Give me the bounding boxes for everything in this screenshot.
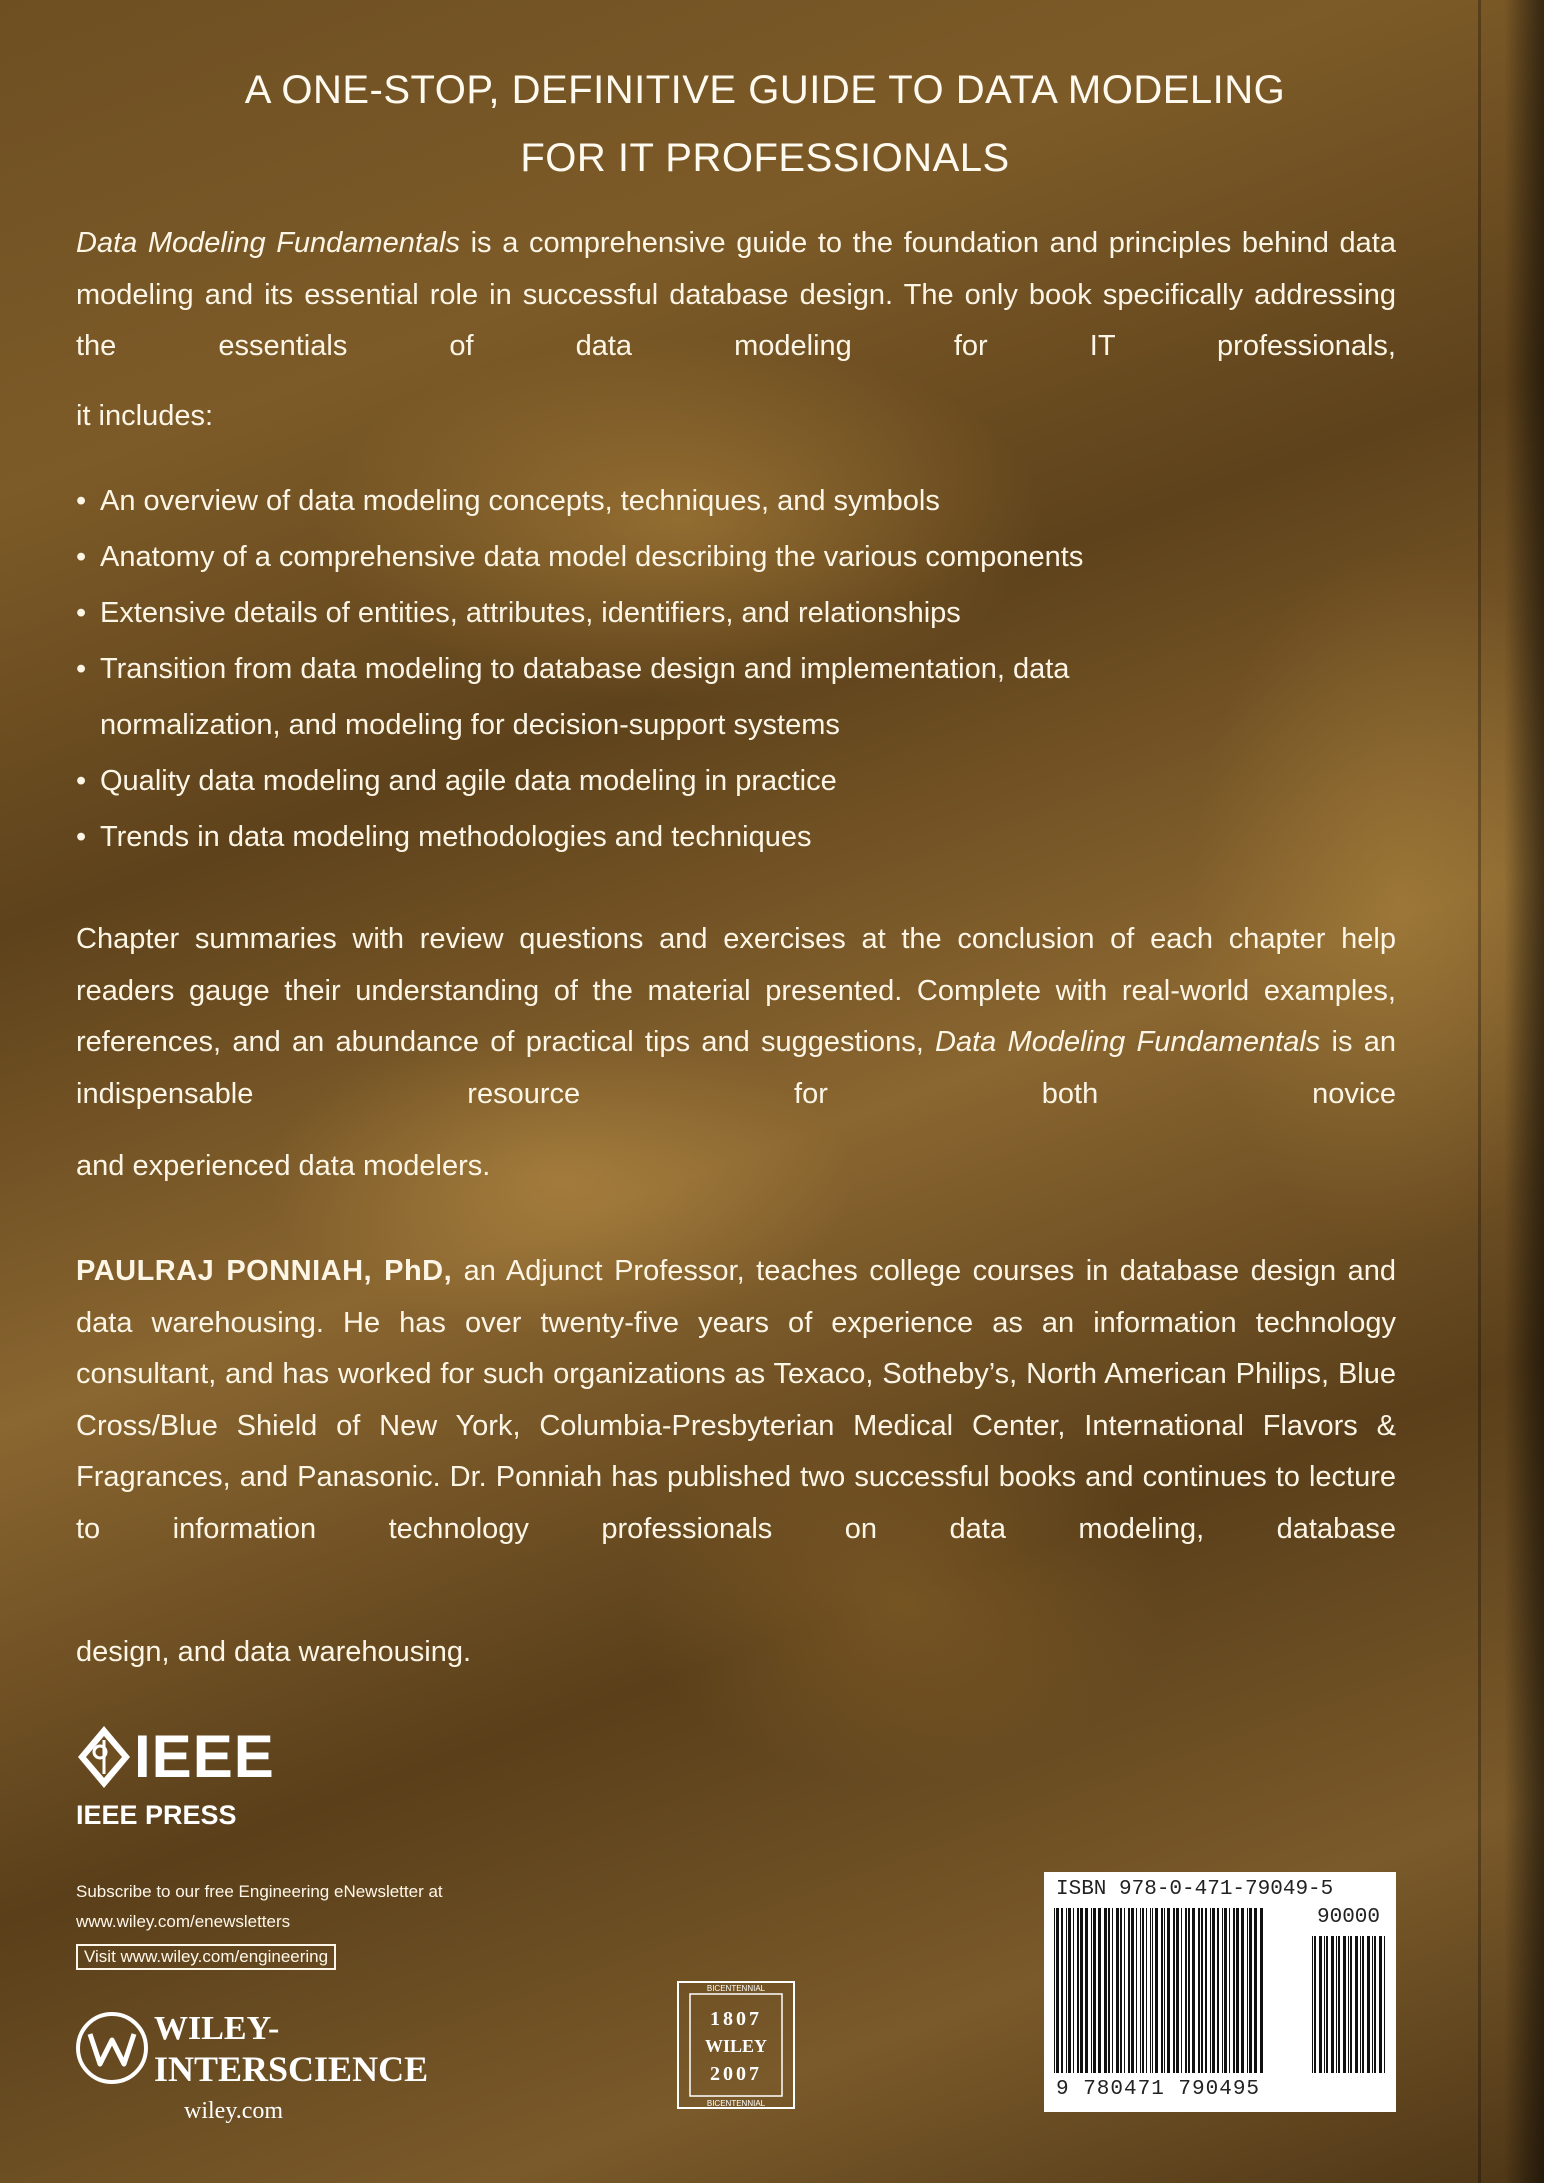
barcode-addon-bar	[1355, 1936, 1358, 2073]
bicentennial-brand: WILEY	[704, 2036, 768, 2056]
list-item: • Extensive details of entities, attributes, identifiers, and relationships	[76, 585, 1083, 641]
barcode-bar	[1085, 1908, 1088, 2073]
barcode-bar	[1205, 1908, 1207, 2073]
ieee-press-logo	[76, 1720, 376, 1850]
barcode-bar	[1054, 1908, 1055, 2073]
barcode-addon-bar	[1343, 1936, 1346, 2073]
barcode-bar	[1136, 1908, 1137, 2073]
barcode-bar	[1198, 1908, 1200, 2073]
barcode-bar	[1124, 1908, 1125, 2073]
wiley-interscience-logo	[74, 2010, 454, 2140]
list-item: • Trends in data modeling methodologies and techniques	[76, 809, 1083, 865]
barcode-addon-bar	[1326, 1936, 1328, 2073]
barcode-addon-bar	[1312, 1936, 1313, 2073]
list-item: • Quality data modeling and agile data modeling in practice	[76, 753, 1083, 809]
isbn-barcode	[1044, 1872, 1396, 2112]
barcode-addon-bar	[1384, 1936, 1385, 2073]
wiley-url: wiley.com	[184, 2098, 284, 2124]
barcode-bar	[1212, 1908, 1215, 2073]
list-item: • Anatomy of a comprehensive data model describing the various components	[76, 529, 1083, 585]
spine-fold-line	[1478, 0, 1481, 2183]
barcode-bar	[1066, 1908, 1067, 2073]
barcode-bar	[1140, 1908, 1141, 2073]
barcode-bar	[1164, 1908, 1165, 2073]
barcode-bar	[1247, 1908, 1248, 2073]
barcode-bar	[1150, 1908, 1151, 2073]
barcode-bar	[1192, 1908, 1195, 2073]
barcode-bar	[1098, 1908, 1101, 2073]
barcode-addon-bar	[1379, 1936, 1382, 2073]
summary-last-line: and experienced data modelers.	[76, 1150, 491, 1182]
barcode-bar	[1188, 1908, 1190, 2073]
price-code: 90000	[1316, 1906, 1380, 1929]
barcode-addon-bar	[1367, 1936, 1370, 2073]
newsletter-line-1: Subscribe to our free Engineering eNewsletter at	[76, 1882, 443, 1901]
author-name: PAULRAJ PONNIAH, PhD,	[76, 1255, 453, 1287]
barcode-bar	[1210, 1908, 1211, 2073]
barcode-bar	[1128, 1908, 1130, 2073]
barcode-bar	[1146, 1908, 1147, 2073]
barcode-bar	[1108, 1908, 1110, 2073]
intro-last-line: it includes:	[76, 400, 214, 432]
barcode-bar	[1249, 1908, 1252, 2073]
barcode-bar	[1217, 1908, 1219, 2073]
barcode-addon-bar	[1331, 1936, 1334, 2073]
barcode-bar	[1236, 1908, 1239, 2073]
bicentennial-logo	[676, 1980, 796, 2110]
ieee-wordmark: IEEE	[134, 1723, 275, 1790]
wiley-seal-icon	[74, 2010, 150, 2086]
intro-text: is a comprehensive guide to the foundation and principles behind data modeling and its essential role in successful database design. The only book specifically addressing the essentials of data modeling for IT professionals,	[76, 227, 1396, 362]
barcode-bar	[1120, 1908, 1122, 2073]
barcode-addon-bar	[1338, 1936, 1340, 2073]
barcode-addon-bar	[1336, 1936, 1337, 2073]
barcode-bar	[1161, 1908, 1163, 2073]
barcode-addon-bar	[1314, 1936, 1316, 2073]
barcode-addon-bar	[1348, 1936, 1349, 2073]
barcode-bar	[1201, 1908, 1203, 2073]
barcode-bar	[1104, 1908, 1107, 2073]
bicentennial-year-end: 2007	[710, 2063, 762, 2085]
bicentennial-year-start: 1807	[710, 2008, 762, 2030]
barcode-bar	[1091, 1908, 1092, 2073]
barcode-bar	[1073, 1908, 1074, 2073]
barcode-bar	[1077, 1908, 1079, 2073]
newsletter-line-2: www.wiley.com/enewsletters	[76, 1912, 291, 1931]
wiley-line-2: INTERSCIENCE	[154, 2049, 429, 2089]
barcode-addon-bar	[1372, 1936, 1373, 2073]
barcode-bar	[1056, 1908, 1059, 2073]
barcode-digits: 9 780471 790495	[1056, 2078, 1261, 2101]
barcode-bar	[1167, 1908, 1170, 2073]
barcode-bar	[1241, 1908, 1244, 2073]
summary-paragraph: Chapter summaries with review questions and exercises at the conclusion of each chapter help readers gauge their understanding of the material presented. Complete with real-world examples, references, and an abundance of practical tips and suggestions, Data Modeling Fundamentals is an indispensable resource for both novice	[76, 923, 1396, 1110]
barcode-bar	[1155, 1908, 1158, 2073]
visit-website-box: Visit www.wiley.com/engineering	[76, 1944, 336, 1970]
bicentennial-frame-icon	[676, 1980, 796, 2110]
barcode-bar	[1061, 1908, 1063, 2073]
barcode-bar	[1173, 1908, 1175, 2073]
barcode-bar	[1181, 1908, 1182, 2073]
barcode-bar	[1260, 1908, 1263, 2073]
barcode-addon-bar	[1350, 1936, 1352, 2073]
barcode-addon-bar	[1360, 1936, 1361, 2073]
author-last-line: design, and data warehousing.	[76, 1636, 472, 1668]
barcode-addon-bar	[1324, 1936, 1325, 2073]
heading-line-1: A ONE-STOP, DEFINITIVE GUIDE TO DATA MODELING	[244, 68, 1286, 112]
barcode-bar	[1116, 1908, 1119, 2073]
barcode-bar	[1254, 1908, 1257, 2073]
barcode-addon-bar	[1319, 1936, 1322, 2073]
intro-paragraph	[76, 218, 1396, 373]
list-item: • An overview of data modeling concepts, techniques, and symbols	[76, 473, 1083, 529]
barcode-bar	[1080, 1908, 1083, 2073]
barcode-bar	[1093, 1908, 1096, 2073]
intro-book-title: Data Modeling Fundamentals	[76, 227, 460, 259]
barcode-bar	[1152, 1908, 1153, 2073]
barcode-addon-bar	[1374, 1936, 1376, 2073]
barcode-bars	[1050, 1908, 1390, 2078]
ieee-diamond-icon	[76, 1724, 132, 1790]
barcode-bar	[1176, 1908, 1179, 2073]
barcode-bar	[1112, 1908, 1113, 2073]
barcode-bar	[1222, 1908, 1223, 2073]
summary-book-title: Data Modeling Fundamentals	[935, 1026, 1321, 1058]
wiley-line-1: WILEY-	[154, 2010, 280, 2047]
barcode-bar	[1068, 1908, 1071, 2073]
barcode-bar	[1229, 1908, 1230, 2073]
heading-line-2: FOR IT PROFESSIONALS	[520, 136, 1010, 180]
spine-edge-shadow	[1504, 0, 1544, 2183]
bicentennial-bottom-label: BICENTENNIAL	[706, 2099, 766, 2108]
barcode-bar	[1185, 1908, 1187, 2073]
barcode-bar	[1131, 1908, 1134, 2073]
barcode-bar	[1224, 1908, 1227, 2073]
barcode-bar	[1142, 1908, 1144, 2073]
isbn-label: ISBN 978-0-471-79049-5	[1056, 1878, 1334, 1901]
ieee-press-label: IEEE PRESS	[76, 1800, 237, 1830]
list-item: • Transition from data modeling to database design and implementation, data normalization, and modeling for decision-support systems	[76, 641, 1083, 753]
barcode-bar	[1233, 1908, 1235, 2073]
bicentennial-top-label: BICENTENNIAL	[706, 1984, 766, 1993]
feature-list	[76, 473, 1083, 865]
author-paragraph: PAULRAJ PONNIAH, PhD, an Adjunct Professor, teaches college courses in database design and data warehousing. He has over twenty-five years of experience as an information technology consultant, and has worked for such organizations as Texaco, Sotheby’s, North American Philips, Blue Cross/Blue Shield of New York, Columbia-Presbyterian Medical Center, International Flavors & Fragrances, and Panasonic. Dr. Ponniah has published two successful books and continues to lecture to information technology professionals on data modeling, database	[76, 1255, 1396, 1545]
barcode-addon-bar	[1362, 1936, 1364, 2073]
